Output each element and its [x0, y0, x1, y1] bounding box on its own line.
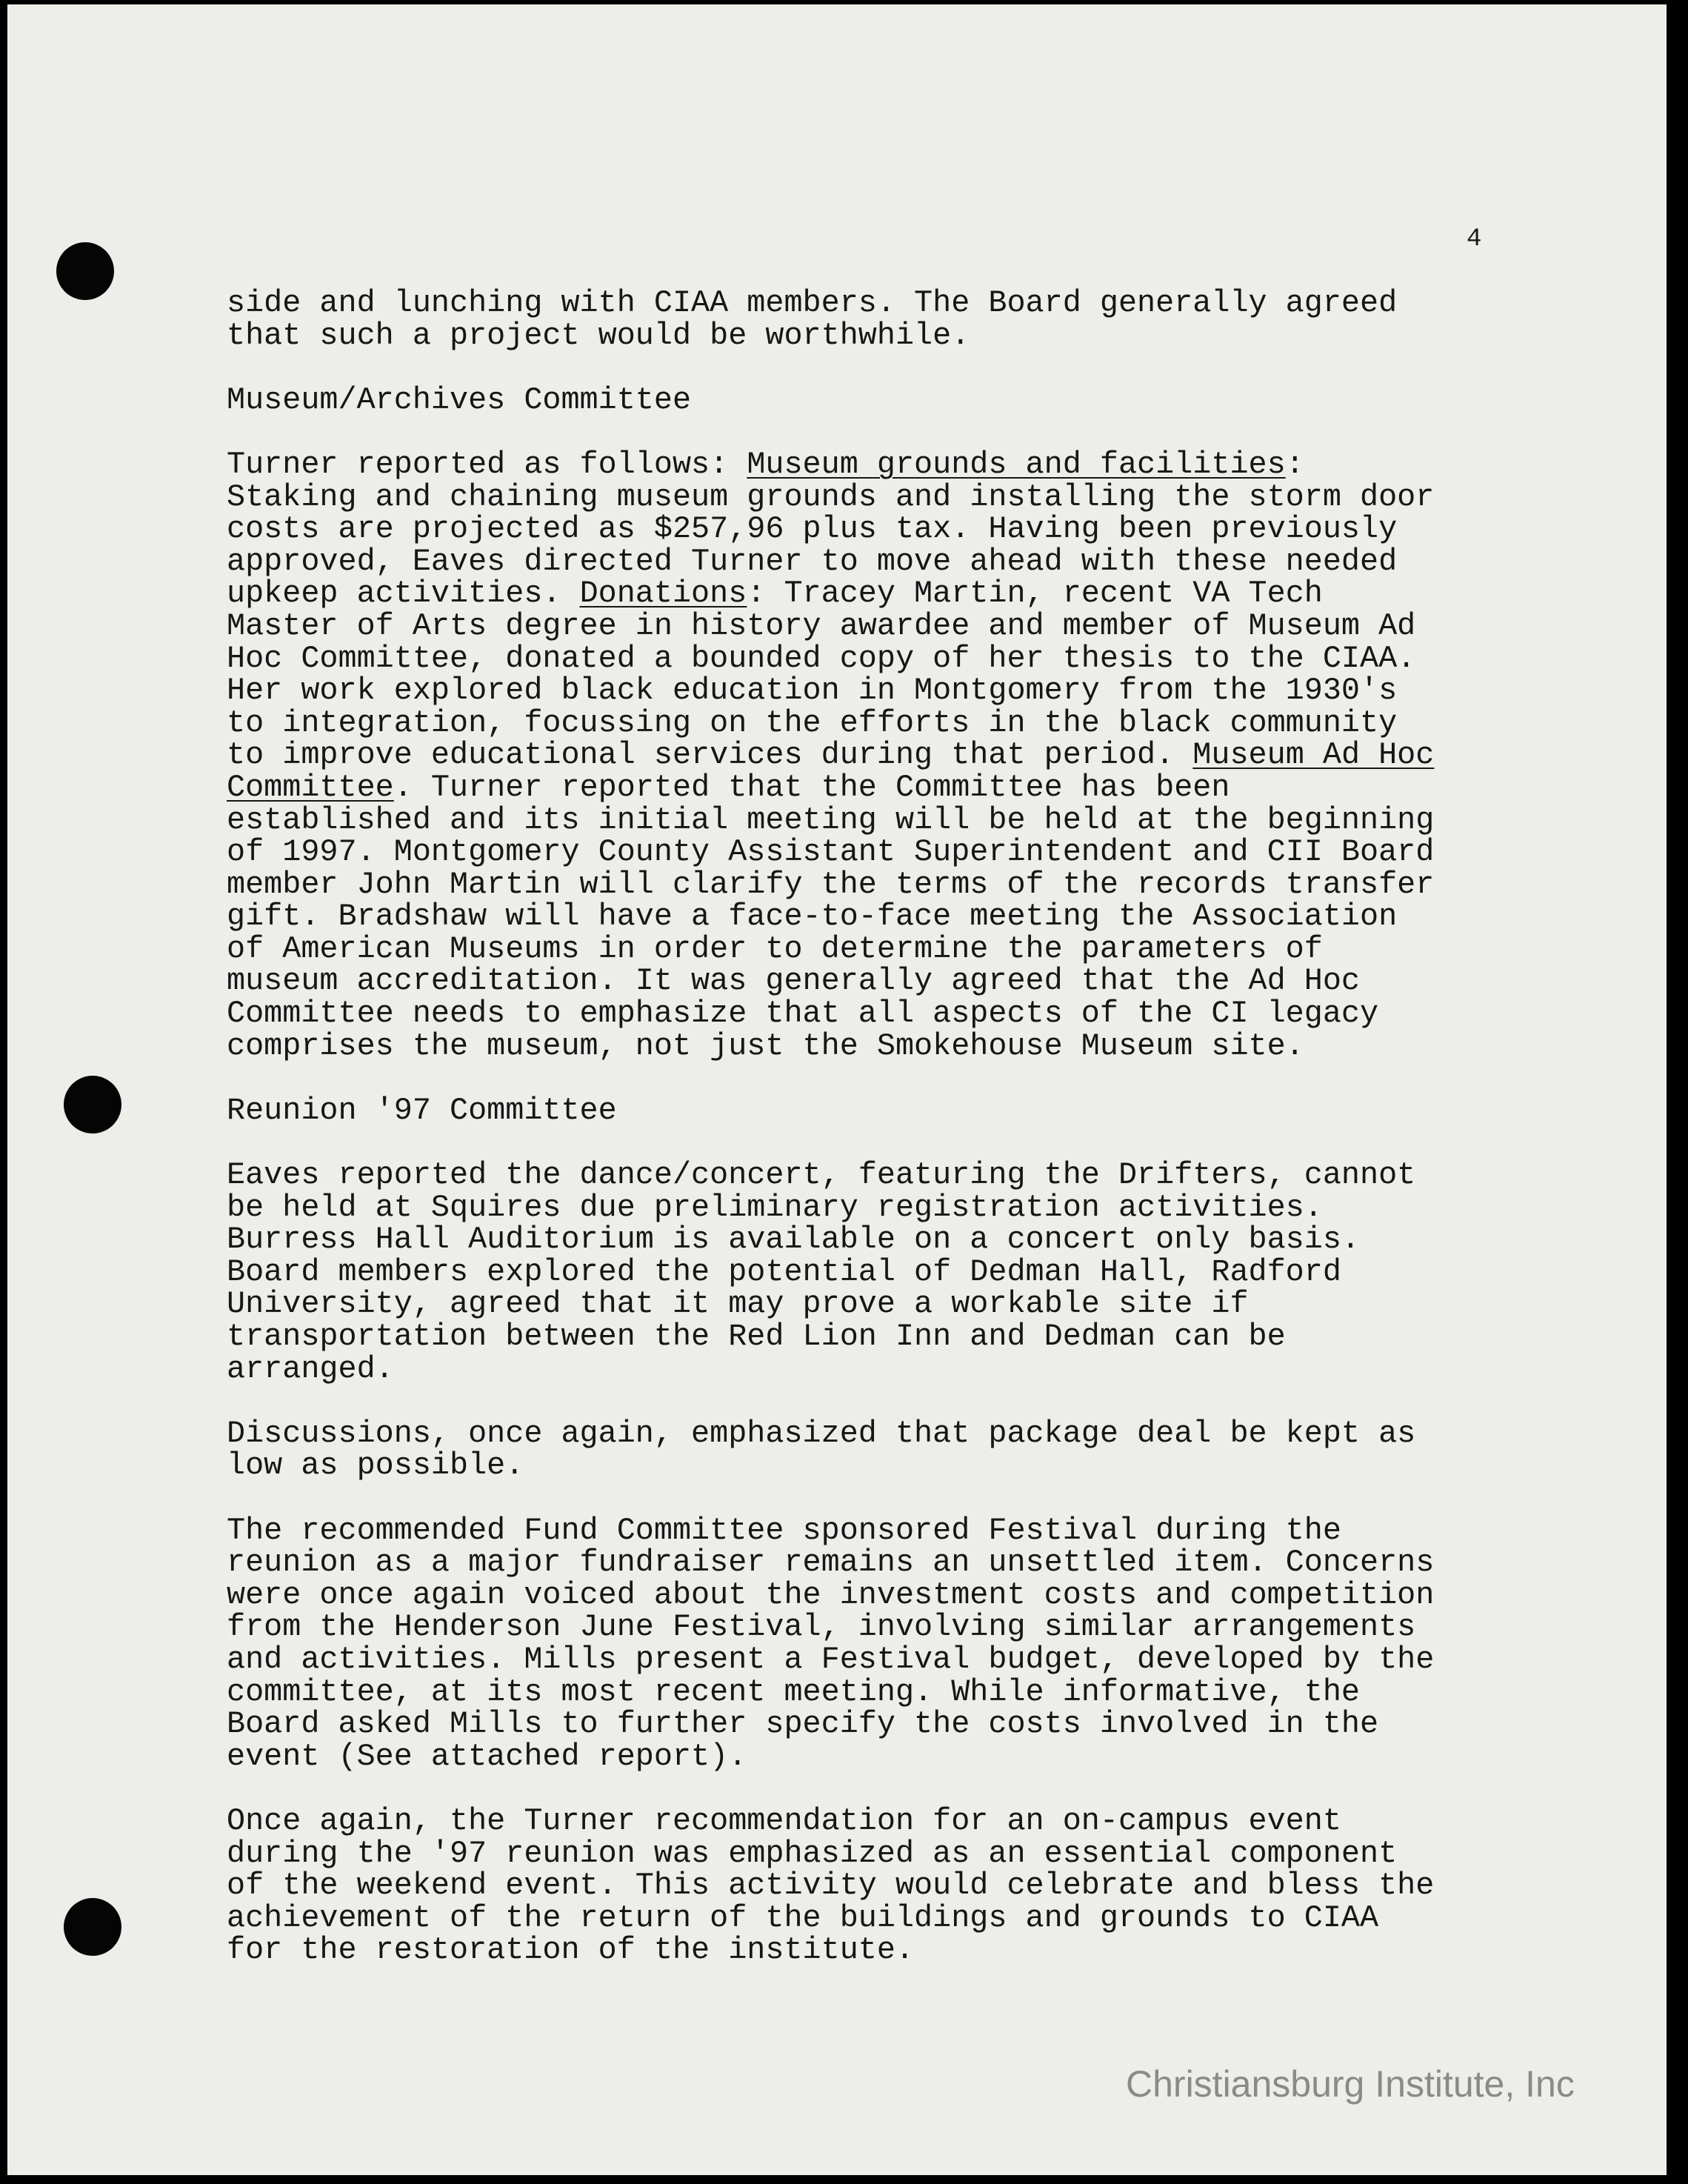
museum-paragraph-line-18: Committee needs to emphasize that all aspects of the CI legacy: [227, 996, 1379, 1032]
museum-paragraph-line-11: [227, 769, 1523, 805]
intro-line-2: that such a project would be worthwhile.: [227, 317, 970, 353]
museum-text: : Tracey Martin, recent VA Tech: [747, 576, 1323, 612]
document-body: [227, 287, 1523, 1967]
reunion-p4-line: during the '97 reunion was emphasized as an essential component: [227, 1835, 1398, 1871]
reunion-p1-line: be held at Squires due preliminary registration activities.: [227, 1189, 1323, 1225]
museum-text: Turner reported as follows:: [227, 446, 747, 482]
museum-paragraph-line-10: [227, 739, 1523, 772]
museum-paragraph-line-4: approved, Eaves directed Turner to move ahead with these needed: [227, 543, 1398, 579]
museum-paragraph-line-8: Her work explored black education in Montgomery from the 1930's: [227, 673, 1398, 709]
archive-watermark: Christiansburg Institute, Inc: [1126, 2063, 1575, 2105]
reunion-p3-line: committee, at its most recent meeting. While informative, the: [227, 1674, 1361, 1710]
museum-paragraph-line-19: comprises the museum, not just the Smokehouse Museum site.: [227, 1028, 1304, 1064]
document-page: [7, 4, 1667, 2175]
museum-paragraph-line-3: costs are projected as $257,96 plus tax. Having been previously: [227, 511, 1398, 547]
museum-text: to improve educational services during that period.: [227, 737, 1193, 773]
reunion-p4-line: Once again, the Turner recommendation for an on-campus event: [227, 1802, 1341, 1839]
reunion-p3-line: The recommended Fund Committee sponsored Festival during the: [227, 1512, 1341, 1548]
museum-text: . Turner reported that the Committee has been: [393, 769, 1230, 805]
donations-subheading: Donations: [579, 576, 747, 612]
punch-hole-middle: [64, 1076, 121, 1133]
reunion-p2-line: Discussions, once again, emphasized that package deal be kept as: [227, 1415, 1416, 1451]
reunion-committee-heading: Reunion '97 Committee: [227, 1092, 617, 1128]
museum-paragraph-line-2: Staking and chaining museum grounds and installing the storm door: [227, 479, 1435, 515]
reunion-p1-line: University, agreed that it may prove a workable site if: [227, 1286, 1249, 1322]
museum-paragraph-line-5: [227, 578, 1523, 610]
reunion-p1-line: Burress Hall Auditorium is available on a concert only basis.: [227, 1222, 1361, 1258]
museum-text: :: [1285, 446, 1304, 482]
museum-paragraph-line-16: of American Museums in order to determine the parameters of: [227, 930, 1323, 967]
museum-grounds-subheading: Museum grounds and facilities: [747, 446, 1286, 482]
museum-paragraph-line-15: gift. Bradshaw will have a face-to-face meeting the Association: [227, 899, 1398, 935]
reunion-p4-line: of the weekend event. This activity would celebrate and bless the: [227, 1868, 1435, 1904]
reunion-p2-line: low as possible.: [227, 1448, 524, 1484]
reunion-p1-line: arranged.: [227, 1351, 394, 1387]
reunion-p4-line: achievement of the return of the buildings and grounds to CIAA: [227, 1900, 1379, 1936]
reunion-p3-line: were once again voiced about the investment costs and competition: [227, 1577, 1435, 1613]
museum-paragraph-line-9: to integration, focussing on the efforts in the black community: [227, 705, 1398, 741]
punch-hole-bottom: [64, 1898, 121, 1956]
reunion-p3-line: Board asked Mills to further specify the costs involved in the: [227, 1706, 1379, 1742]
reunion-p1-line: transportation between the Red Lion Inn and Dedman can be: [227, 1319, 1286, 1354]
ad-hoc-subheading-part-2: Committee: [227, 769, 394, 805]
museum-text: upkeep activities.: [227, 576, 580, 612]
museum-paragraph-line-6: Master of Arts degree in history awardee and member of Museum Ad: [227, 607, 1416, 644]
museum-paragraph-line-13: of 1997. Montgomery County Assistant Superintendent and CII Board: [227, 834, 1435, 870]
reunion-p4-line: for the restoration of the institute.: [227, 1932, 915, 1968]
reunion-p1-line: Board members explored the potential of Dedman Hall, Radford: [227, 1254, 1341, 1290]
intro-line-1: side and lunching with CIAA members. The Board generally agreed: [227, 285, 1398, 321]
museum-paragraph-line-1: [227, 446, 1523, 482]
museum-paragraph-line-17: museum accreditation. It was generally agreed that the Ad Hoc: [227, 963, 1361, 999]
reunion-p3-line: reunion as a major fundraiser remains an unsettled item. Concerns: [227, 1545, 1435, 1581]
reunion-p3-line: and activities. Mills present a Festival budget, developed by the: [227, 1641, 1435, 1677]
reunion-p3-line: from the Henderson June Festival, involving similar arrangements: [227, 1609, 1416, 1645]
ad-hoc-subheading-part-1: Museum Ad Hoc: [1192, 737, 1435, 773]
museum-committee-heading: Museum/Archives Committee: [227, 382, 692, 418]
reunion-p1-line: Eaves reported the dance/concert, featuring the Drifters, cannot: [227, 1157, 1416, 1193]
museum-paragraph-line-14: member John Martin will clarify the terms of the records transfer: [227, 866, 1435, 902]
page-number: 4: [1467, 225, 1482, 253]
museum-paragraph-line-12: established and its initial meeting will be held at the beginning: [227, 802, 1435, 838]
punch-hole-top: [56, 242, 114, 300]
museum-paragraph-line-7: Hoc Committee, donated a bounded copy of her thesis to the CIAA.: [227, 640, 1416, 676]
reunion-p3-line: event (See attached report).: [227, 1738, 747, 1774]
